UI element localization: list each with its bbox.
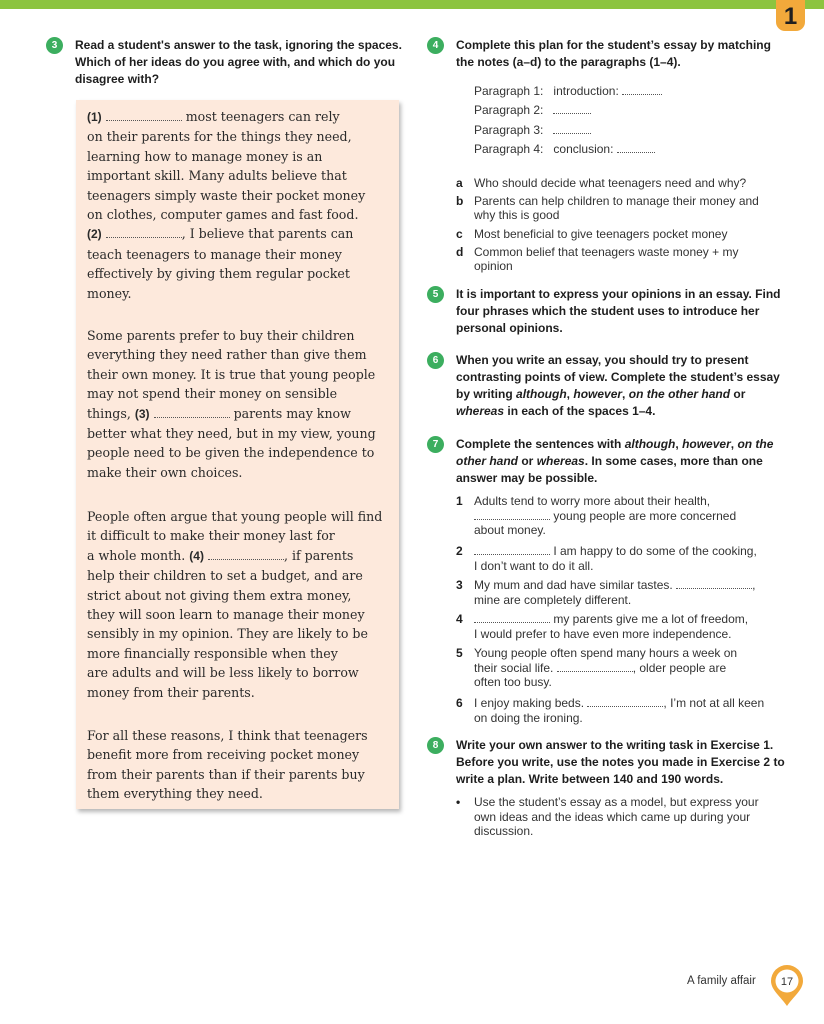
note-text: Common belief that teenagers waste money + my opinion xyxy=(474,245,739,273)
sentence-6-blank[interactable] xyxy=(587,696,663,707)
note-a xyxy=(456,176,774,190)
sentence-3-blank[interactable] xyxy=(676,578,752,589)
word-whereas: whereas xyxy=(456,404,505,418)
footer-section-title: A family affair xyxy=(687,975,756,987)
exercise-3-instruction: Read a student's answer to the task, ignoring the spaces. Which of her ideas do you agree with, and which do you disagree with? xyxy=(75,38,402,86)
note-text: Parents can help children to manage their money and why this is good xyxy=(474,194,759,222)
sentence-text xyxy=(474,494,784,538)
note-text: Most beneficial to give teenagers pocket money xyxy=(474,227,728,241)
exercise-4-instruction: Complete this plan for the student’s essay by matching the notes (a–d) to the paragraphs (1–4). xyxy=(456,38,771,69)
sentence-1-blank[interactable] xyxy=(474,509,550,520)
essay-line: People often argue that young people will find xyxy=(87,509,383,524)
instruction-text: or xyxy=(733,387,746,401)
sentence-text xyxy=(474,612,784,641)
essay-line: better what they need, but in my view, young xyxy=(87,426,376,442)
sentence-number: 6 xyxy=(456,696,463,710)
gap-2-label: (2) xyxy=(87,227,102,242)
exercise-5-instruction: It is important to express your opinions in an essay. Find four phrases which the student uses to introduce her personal opinions. xyxy=(456,287,781,335)
page-number: 17 xyxy=(780,976,794,988)
essay-line: benefit more from receiving pocket money xyxy=(87,747,360,763)
essay-line: sensibly in my opinion. They are likely to be xyxy=(87,626,368,642)
plan-blank-2[interactable] xyxy=(553,103,591,114)
essay-line: their own money. It is true that young people xyxy=(87,366,376,382)
sentence-part: their social life. xyxy=(474,660,554,675)
word-although: although xyxy=(624,437,676,451)
plan-paragraph-4 xyxy=(474,140,655,159)
sentence-2-blank[interactable] xyxy=(474,544,550,555)
word-although: although xyxy=(516,387,567,401)
essay-line: help their children to set a budget, and are xyxy=(87,568,363,584)
essay-line: , if parents xyxy=(283,547,354,563)
essay-line: For all these reasons, I think that teenagers xyxy=(87,728,368,743)
gap-3-label: (3) xyxy=(134,406,150,421)
essay-line: things, xyxy=(87,405,131,421)
plan-paragraph-3 xyxy=(474,121,591,140)
note-letter: b xyxy=(456,194,464,208)
sentence-part: I would prefer to have even more independence. xyxy=(474,626,732,641)
sentence-part: , xyxy=(752,578,756,592)
essay-line: everything they need rather than give them xyxy=(87,347,367,363)
essay-paragraph-3 xyxy=(87,507,397,702)
plan-blank-1[interactable] xyxy=(622,84,662,95)
note-b xyxy=(456,194,774,222)
comma: , xyxy=(675,437,679,451)
word-on-the-other-hand: on the other hand xyxy=(456,437,774,468)
essay-line: effectively by giving them regular pocket xyxy=(87,266,350,282)
gap-1-blank[interactable] xyxy=(106,110,182,121)
essay-line: money. xyxy=(87,285,132,301)
page-number-pin-icon xyxy=(769,963,805,1007)
exercise-6-number: 6 xyxy=(427,352,444,369)
plan-label: Paragraph 1: xyxy=(474,84,544,98)
essay-line: people need to be given the independence to xyxy=(87,445,375,461)
sentence-part: I enjoy making beds. xyxy=(474,696,585,710)
essay-line: on clothes, computer games and fast food. xyxy=(87,207,359,223)
sentence-number: 2 xyxy=(456,544,463,558)
sentence-text xyxy=(474,544,784,573)
essay-line: parents may know xyxy=(233,405,351,421)
comma: , xyxy=(622,387,626,401)
note-d xyxy=(456,245,759,273)
essay-line: they will soon learn to manage their money xyxy=(87,607,365,623)
word-on-the-other-hand: on the other hand xyxy=(628,387,731,401)
unit-number-badge: 1 xyxy=(776,0,805,31)
plan-blank-3[interactable] xyxy=(553,123,591,134)
bullet-icon: • xyxy=(456,795,461,809)
sentence-part: about money. xyxy=(474,523,546,537)
bullet-text: Use the student’s essay as a model, but express your own ideas and the ideas which came up during your discussion. xyxy=(474,795,759,838)
sentence-part: young people are more concerned xyxy=(553,508,737,523)
sentence-part: , I’m not at all keen xyxy=(663,696,765,710)
student-essay-box xyxy=(76,100,399,809)
essay-line: important skill. Many adults believe that xyxy=(87,168,347,184)
essay-line: make their own choices. xyxy=(87,464,243,480)
gap-3-blank[interactable] xyxy=(154,407,230,418)
plan-label: Paragraph 2: xyxy=(474,103,544,117)
sentence-number: 5 xyxy=(456,646,463,660)
sentence-part: Adults tend to worry more about their health, xyxy=(474,494,711,508)
essay-line: strict about not giving them extra money, xyxy=(87,587,352,603)
instruction-text: Complete the sentences with xyxy=(456,437,622,451)
instruction-text: When you write an essay, you should try to present contrasting points of view. Complete the student’s essay by writing xyxy=(456,353,780,401)
exercise-7-instruction xyxy=(456,436,791,487)
sentence-part: on doing the ironing. xyxy=(474,710,583,725)
sentence-text xyxy=(474,578,784,607)
comma: , xyxy=(566,387,571,401)
essay-line: Some parents prefer to buy their children xyxy=(87,328,355,343)
plan-paragraph-2 xyxy=(474,101,591,120)
instruction-text: or xyxy=(521,454,534,468)
top-color-bar xyxy=(0,0,824,9)
exercise-8-instruction: Write your own answer to the writing task in Exercise 1. Before you write, use the notes you made in Exercise 2 to write a plan. Write between 140 and 190 words. xyxy=(456,738,785,786)
sentence-text xyxy=(474,646,784,690)
note-text: Who should decide what teenagers need and why? xyxy=(474,176,747,190)
essay-line: money from their parents. xyxy=(87,684,255,700)
exercise-6-instruction xyxy=(456,352,791,420)
sentence-part: , older people are xyxy=(632,660,727,675)
instruction-text: in each of the spaces 1–4. xyxy=(507,404,656,418)
note-letter: d xyxy=(456,245,464,259)
essay-paragraph-4 xyxy=(87,726,397,804)
note-letter: a xyxy=(456,176,463,190)
sentence-part: often too busy. xyxy=(474,675,552,689)
gap-2-blank[interactable] xyxy=(106,227,182,238)
essay-line: more financially responsible when they xyxy=(87,645,338,661)
essay-line: may not spend their money on sensible xyxy=(87,386,338,402)
gap-4-blank[interactable] xyxy=(208,549,284,560)
sentence-5-blank[interactable] xyxy=(557,661,633,672)
word-whereas: whereas xyxy=(536,454,585,468)
gap-4-label: (4) xyxy=(189,548,204,563)
plan-label: Paragraph 3: xyxy=(474,123,544,137)
sentence-number: 1 xyxy=(456,494,463,508)
sentence-part: My mum and dad have similar tastes. xyxy=(474,578,673,592)
word-however: however xyxy=(682,437,731,451)
sentence-part: my parents give me a lot of freedom, xyxy=(553,612,749,626)
instruction-text: . In some cases, more than one answer may be possible. xyxy=(456,454,763,485)
plan-blank-4[interactable] xyxy=(617,142,655,153)
sentence-part: I am happy to do some of the cooking, xyxy=(553,544,757,558)
sentence-part: Young people often spend many hours a week on xyxy=(474,646,738,660)
essay-line: are adults and will be less likely to borrow xyxy=(87,665,359,681)
plan-value: introduction: xyxy=(553,84,619,98)
essay-line: from their parents than if their parents buy xyxy=(87,766,365,782)
sentence-text xyxy=(474,696,784,725)
sentence-part: I don’t want to do it all. xyxy=(474,558,594,573)
essay-paragraph-1 xyxy=(87,107,397,303)
plan-value: conclusion: xyxy=(553,142,614,156)
essay-line: , I believe that parents can xyxy=(181,226,354,242)
essay-line: teenagers simply waste their pocket money xyxy=(87,187,366,203)
essay-line: them everything they need. xyxy=(87,786,263,802)
exercise-4-number: 4 xyxy=(427,37,444,54)
essay-line: a whole month. xyxy=(87,547,186,563)
exercise-3-number: 3 xyxy=(46,37,63,54)
essay-paragraph-2 xyxy=(87,326,397,482)
sentence-4-blank[interactable] xyxy=(474,612,550,623)
note-c xyxy=(456,227,774,241)
exercise-7-number: 7 xyxy=(427,436,444,453)
exercise-8-number: 8 xyxy=(427,737,444,754)
plan-label: Paragraph 4: xyxy=(474,142,544,156)
word-however: however xyxy=(573,387,623,401)
exercise-5-number: 5 xyxy=(427,286,444,303)
essay-line: learning how to manage money is an xyxy=(87,148,323,164)
essay-line: teach teenagers to manage their money xyxy=(87,246,342,262)
gap-1-label: (1) xyxy=(87,110,102,124)
essay-line: most teenagers can rely xyxy=(185,109,340,124)
essay-line: it difficult to make their money last for xyxy=(87,528,335,544)
plan-paragraph-1 xyxy=(474,82,662,101)
sentence-number: 4 xyxy=(456,612,463,626)
sentence-number: 3 xyxy=(456,578,463,592)
note-letter: c xyxy=(456,227,463,241)
sentence-part: mine are completely different. xyxy=(474,592,632,607)
essay-line: on their parents for the things they need, xyxy=(87,129,352,145)
comma: , xyxy=(730,437,735,451)
